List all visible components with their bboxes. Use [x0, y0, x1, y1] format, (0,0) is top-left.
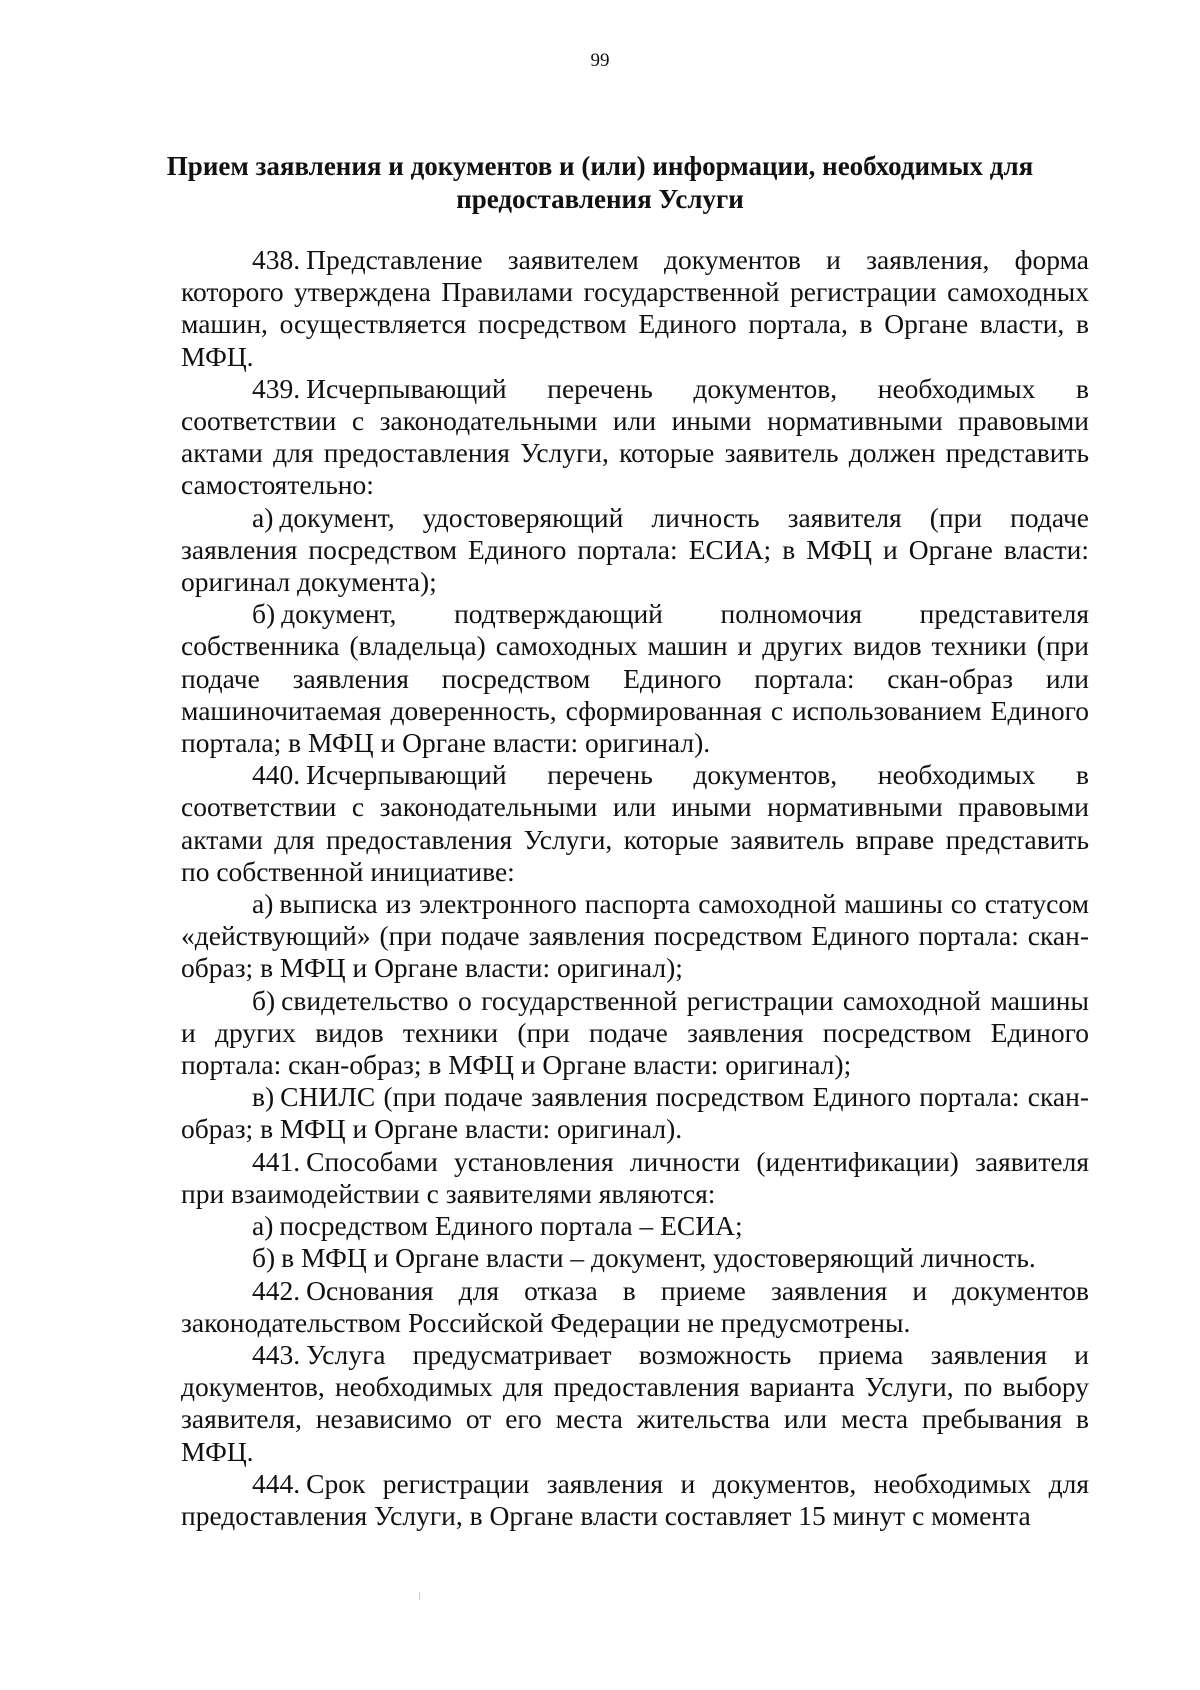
list-item-marker: а)	[252, 888, 274, 920]
list-item-marker: б)	[252, 984, 276, 1016]
section-heading: Прием заявления и документов и (или) информации, необходимых для предоставления Услуги	[166, 151, 1034, 214]
paragraph-text: Способами установления личности (идентификации) заявителя при взаимодействии с заявителями являются:	[181, 1145, 1089, 1209]
list-item-text: свидетельство о государственной регистрации самоходной машины и других видов техники (при подаче заявления посредством Единого портала: скан-образ; в МФЦ и Органе власти: оригинал);	[181, 984, 1089, 1081]
paragraph-text: Представление заявителем документов и заявления, форма которого утверждена Правилами государственной регистрации самоходных машин, осуществляется посредством Единого портала, в Органе власти, в МФЦ.	[181, 244, 1089, 372]
list-item-text: документ, подтверждающий полномочия представителя собственника (владельца) самоходных машин и других видов техники (при подаче заявления посредством Единого портала: скан-образ или машиночитаемая доверенность, сформированная с использованием Единого портала; в МФЦ и Органе власти: оригинал).	[181, 598, 1089, 759]
paragraph-441	[181, 1146, 1089, 1210]
paragraph-442	[181, 1275, 1089, 1339]
paragraph-number: 438.	[252, 244, 301, 275]
list-item-text: выписка из электронного паспорта самоходной машины со статусом «действующий» (при подаче заявления посредством Единого портала: скан-образ; в МФЦ и Органе власти: оригинал);	[181, 888, 1089, 984]
paragraph-text: Исчерпывающий перечень документов, необходимых в соответствии с законодательными или иными нормативными правовыми актами для предоставления Услуги, которые заявитель вправе представить по собственной инициативе:	[181, 759, 1089, 887]
paragraph-text: Исчерпывающий перечень документов, необходимых в соответствии с законодательными или иными нормативными правовыми актами для предоставления Услуги, которые заявитель должен представить самостоятельно:	[181, 372, 1089, 501]
paragraph-439	[181, 373, 1089, 502]
document-body	[181, 244, 1089, 1532]
list-item-marker: а)	[252, 1210, 274, 1242]
list-item-440-v	[181, 1081, 1089, 1145]
paragraph-text: Основания для отказа в приеме заявления и документов законодательством Российской Федерации не предусмотрены.	[181, 1274, 1089, 1338]
paragraph-number: 443.	[252, 1338, 301, 1370]
list-item-439-a	[181, 502, 1089, 599]
list-item-441-b	[181, 1242, 1089, 1274]
list-item-440-b	[181, 985, 1089, 1082]
paragraph-440	[181, 759, 1089, 888]
paragraph-438	[181, 244, 1089, 373]
paragraph-text: Услуга предусматривает возможность приема заявления и документов, необходимых для предоставления варианта Услуги, по выбору заявителя, независимо от его места жительства или места пребывания в МФЦ.	[181, 1338, 1089, 1467]
list-item-marker: б)	[252, 598, 276, 630]
paragraph-number: 439.	[252, 372, 301, 404]
paragraph-number: 444.	[252, 1467, 301, 1499]
scan-artifact-mark	[419, 1592, 420, 1600]
list-item-441-a	[181, 1210, 1089, 1242]
list-item-text: посредством Единого портала – ЕСИА;	[279, 1210, 743, 1242]
list-item-marker: в)	[252, 1081, 275, 1113]
list-item-439-b	[181, 598, 1089, 759]
paragraph-number: 442.	[252, 1274, 301, 1306]
paragraph-number: 440.	[252, 759, 301, 791]
list-item-marker: а)	[252, 501, 274, 533]
list-item-text: СНИЛС (при подаче заявления посредством Единого портала: скан-образ; в МФЦ и Органе власти: оригинал).	[181, 1081, 1089, 1145]
list-item-text: документ, удостоверяющий личность заявителя (при подаче заявления посредством Единого портала: ЕСИА; в МФЦ и Органе власти: оригинал документа);	[181, 501, 1089, 598]
page-number: 99	[590, 50, 610, 71]
list-item-marker: б)	[252, 1242, 276, 1274]
paragraph-443	[181, 1339, 1089, 1468]
list-item-text: в МФЦ и Органе власти – документ, удостоверяющий личность.	[281, 1242, 1036, 1274]
paragraph-text: Срок регистрации заявления и документов, необходимых для предоставления Услуги, в Органе власти составляет 15 минут с момента	[181, 1467, 1089, 1531]
paragraph-number: 441.	[252, 1145, 301, 1177]
paragraph-444	[181, 1468, 1089, 1532]
list-item-440-a	[181, 888, 1089, 985]
